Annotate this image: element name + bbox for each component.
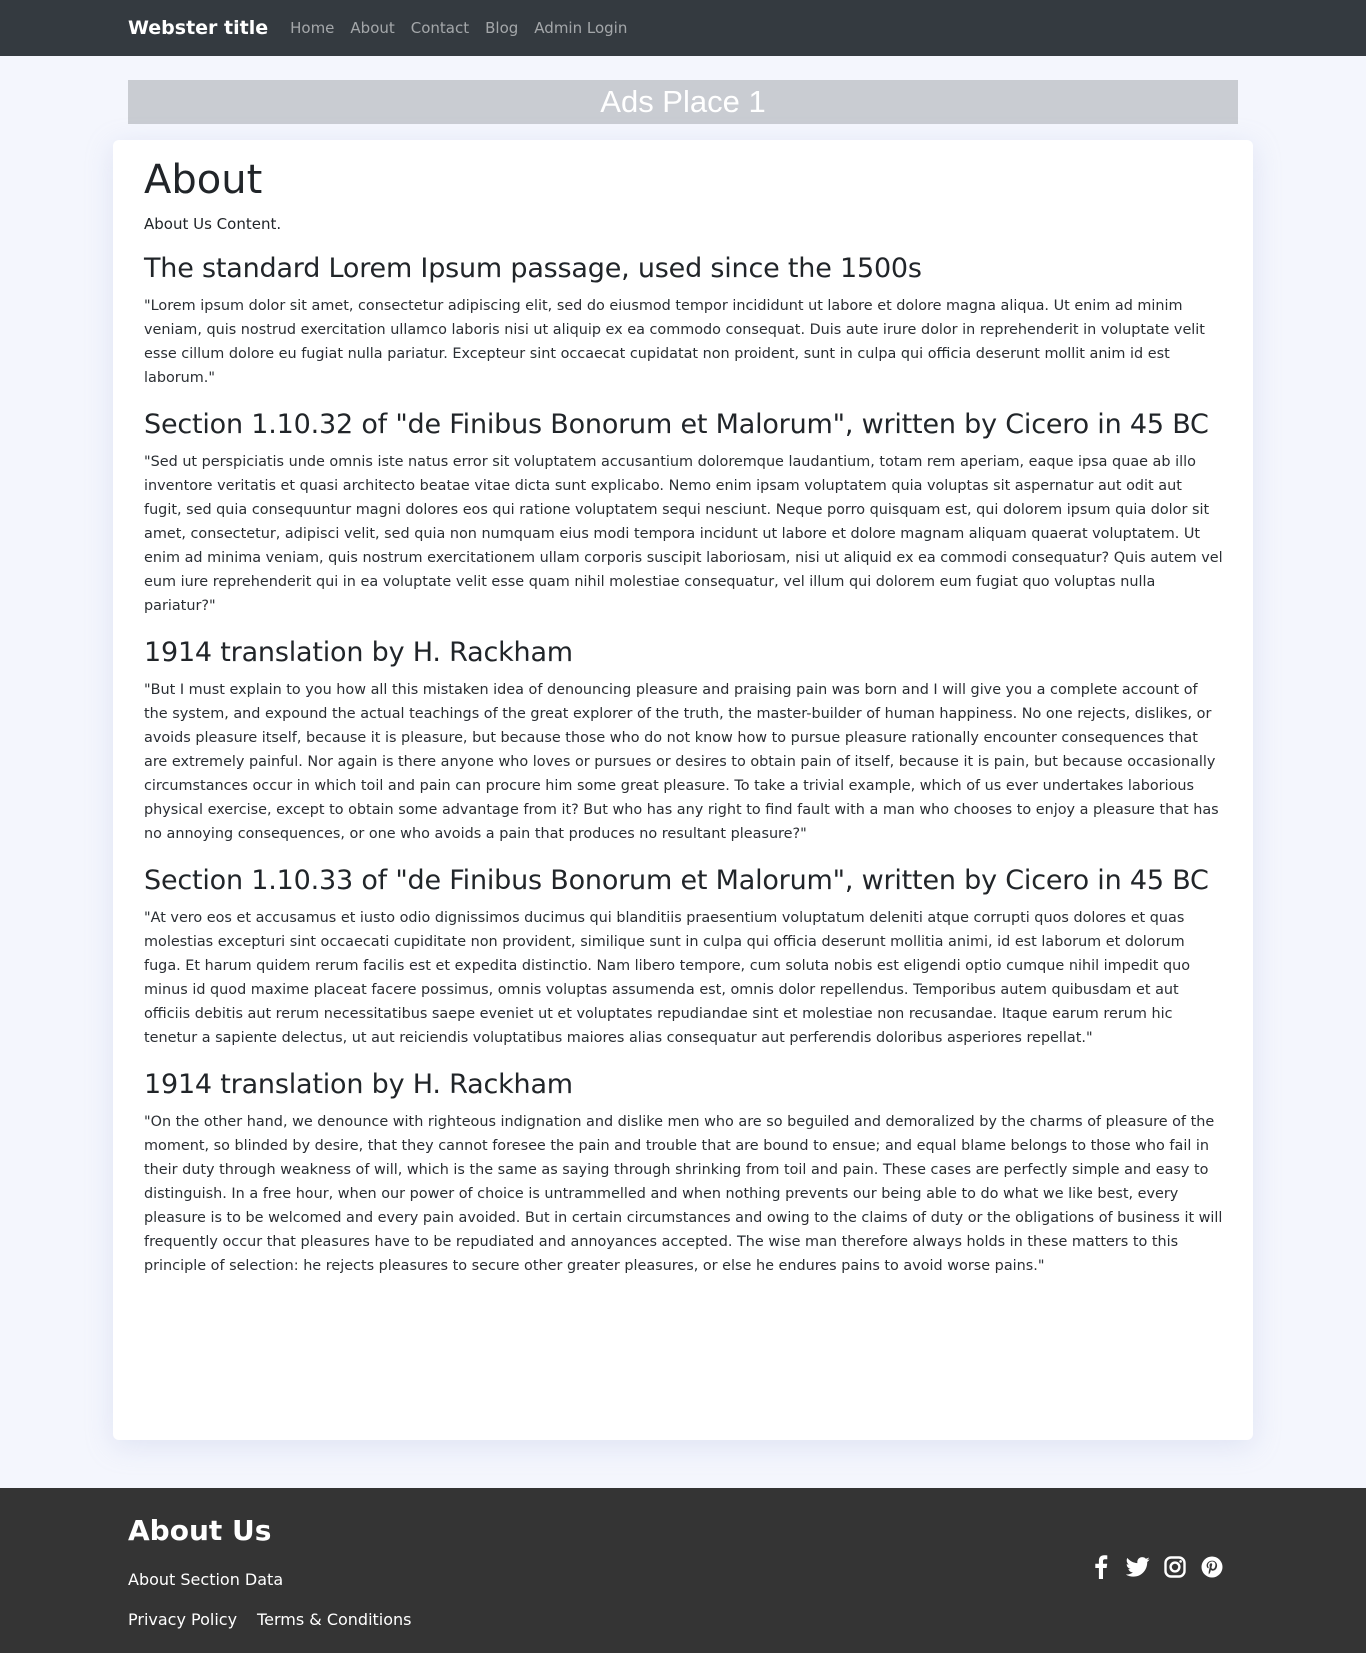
intro-text: About Us Content.	[144, 215, 282, 233]
footer-about-data: About Section Data	[128, 1570, 284, 1589]
privacy-policy-link[interactable]: Privacy Policy	[128, 1610, 238, 1629]
section-heading: 1914 translation by H. Rackham	[144, 1069, 573, 1100]
section-body: "Lorem ipsum dolor sit amet, consectetur adipiscing elit, sed do eiusmod tempor incididunt ut labore et dolore magna aliqua. Ut enim ad minim veniam, quis nostrud exercitation ullamco laboris nisi ut aliquip ex ea commodo consequat. Duis aute irure dolor in reprehenderit in voluptate velit esse cillum dolore eu fugiat nulla pariatur. Excepteur sint occaecat cupidatat non proident, sunt in culpa qui officia deserunt mollit anim id est laborum."	[144, 298, 1205, 386]
about-card	[113, 140, 1253, 1440]
top-navbar	[0, 0, 1366, 56]
ads-banner[interactable]: Ads Place 1	[128, 80, 1238, 124]
nav-link-admin-login[interactable]: Admin Login	[534, 19, 628, 37]
nav-link-about[interactable]: About	[350, 19, 395, 37]
footer-title: About Us	[128, 1514, 272, 1547]
section-heading: Section 1.10.32 of "de Finibus Bonorum et Malorum", written by Cicero in 45 BC	[144, 409, 1209, 440]
section-body: "At vero eos et accusamus et iusto odio dignissimos ducimus qui blanditiis praesentium voluptatum deleniti atque corrupti quos dolores et quas molestias excepturi sint occaecati cupiditate non provident, similique sunt in culpa qui officia deserunt mollitia animi, id est laborum et dolorum fuga. Et harum quidem rerum facilis est et expedita distinctio. Nam libero tempore, cum soluta nobis est eligendi optio cumque nihil impedit quo minus id quod maxime placeat facere possimus, omnis voluptas assumenda est, omnis dolor repellendus. Temporibus autem quibusdam et aut officiis debitis aut rerum necessitatibus saepe eveniet ut et voluptates repudiandae sint et molestiae non recusandae. Itaque earum rerum hic tenetur a sapiente delectus, ut aut reiciendis voluptatibus maiores alias consequatur aut perferendis doloribus asperiores repellat."	[144, 910, 1191, 1046]
instagram-icon[interactable]	[1162, 1554, 1188, 1580]
nav-links	[290, 19, 643, 37]
brand-link[interactable]: Webster title	[128, 17, 269, 39]
nav-link-blog[interactable]: Blog	[485, 19, 519, 37]
page-title: About	[144, 157, 263, 203]
nav-link-contact[interactable]: Contact	[410, 19, 470, 37]
section-body: "Sed ut perspiciatis unde omnis iste natus error sit voluptatem accusantium doloremque laudantium, totam rem aperiam, eaque ipsa quae ab illo inventore veritatis et quasi architecto beatae vitae dicta sunt explicabo. Nemo enim ipsam voluptatem quia voluptas sit aspernatur aut odit aut fugit, sed quia consequuntur magni dolores eos qui ratione voluptatem sequi nesciunt. Neque porro quisquam est, qui dolorem ipsum quia dolor sit amet, consectetur, adipisci velit, sed quia non numquam eius modi tempora incidunt ut labore et dolore magnam aliquam quaerat voluptatem. Ut enim ad minima veniam, quis nostrum exercitationem ullam corporis suscipit laboriosam, nisi ut aliquid ex ea commodi consequatur? Quis autem vel eum iure reprehenderit qui in ea voluptate velit esse quam nihil molestiae consequatur, vel illum qui dolorem eum fugiat quo voluptas nulla pariatur?"	[144, 454, 1223, 614]
section-heading: 1914 translation by H. Rackham	[144, 637, 573, 668]
nav-link-home[interactable]: Home	[290, 19, 335, 37]
section-body: "On the other hand, we denounce with righteous indignation and dislike men who are so beguiled and demoralized by the charms of pleasure of the moment, so blinded by desire, that they cannot foresee the pain and trouble that are bound to ensue; and equal blame belongs to those who fail in their duty through weakness of will, which is the same as saying through shrinking from toil and pain. These cases are perfectly simple and easy to distinguish. In a free hour, when our power of choice is untrammelled and when nothing prevents our being able to do what we like best, every pleasure is to be welcomed and every pain avoided. But in certain circumstances and owing to the claims of duty or the obligations of business it will frequently occur that pleasures have to be repudiated and annoyances accepted. The wise man therefore always holds in these matters to this principle of selection: he rejects pleasures to secure other greater pleasures, or else he endures pains to avoid worse pains."	[144, 1114, 1223, 1274]
terms-conditions-link[interactable]: Terms & Conditions	[257, 1610, 412, 1629]
facebook-icon[interactable]	[1088, 1554, 1114, 1580]
section-heading: The standard Lorem Ipsum passage, used since the 1500s	[144, 253, 922, 284]
twitter-icon[interactable]	[1125, 1554, 1151, 1580]
social-links	[1088, 1554, 1236, 1580]
section-body: "But I must explain to you how all this mistaken idea of denouncing pleasure and praising pain was born and I will give you a complete account of the system, and expound the actual teachings of the great explorer of the truth, the master-builder of human happiness. No one rejects, dislikes, or avoids pleasure itself, because it is pleasure, but because those who do not know how to pursue pleasure rationally encounter consequences that are extremely painful. Nor again is there anyone who loves or pursues or desires to obtain pain of itself, because it is pain, but because occasionally circumstances occur in which toil and pain can procure him some great pleasure. To take a trivial example, which of us ever undertakes laborious physical exercise, except to obtain some advantage from it? But who has any right to find fault with a man who chooses to enjoy a pleasure that has no annoying consequences, or one who avoids a pain that produces no resultant pleasure?"	[144, 682, 1219, 842]
pinterest-icon[interactable]	[1199, 1554, 1225, 1580]
footer-links	[128, 1610, 432, 1629]
section-heading: Section 1.10.33 of "de Finibus Bonorum et Malorum", written by Cicero in 45 BC	[144, 865, 1209, 896]
site-footer	[0, 1488, 1366, 1653]
